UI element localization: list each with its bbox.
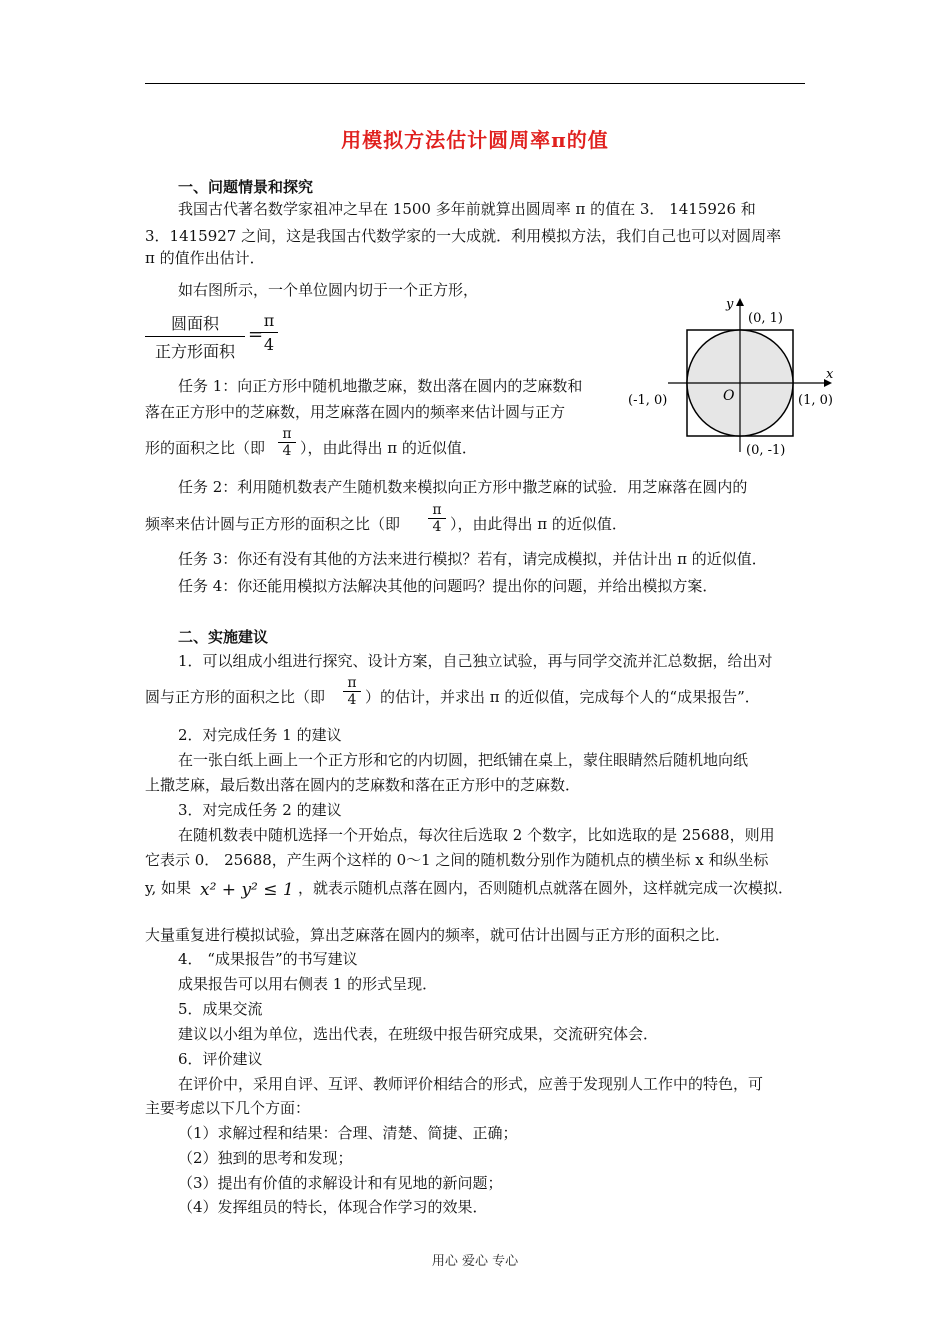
pi-over-four bbox=[278, 426, 296, 459]
paragraph-line: y, 如果 bbox=[145, 879, 192, 897]
list-item: （2）独到的思考和发现； bbox=[178, 1149, 353, 1167]
pi-over-four bbox=[428, 502, 446, 535]
pi-over-four bbox=[260, 311, 278, 354]
header-rule bbox=[145, 83, 805, 84]
paragraph-line: 大量重复进行模拟试验，算出芝麻落在圆内的频率，就可估计出圆与正方形的面积之比． bbox=[145, 926, 731, 944]
list-item: （4）发挥组员的特长，体现合作学习的效果． bbox=[178, 1198, 488, 1216]
paragraph-line: 建议以小组为单位，选出代表，在班级中报告研究成果，交流研究体会． bbox=[178, 1025, 659, 1043]
fraction-numerator: π bbox=[263, 311, 275, 330]
page-title: 用模拟方法估计圆周率π的值 bbox=[341, 128, 609, 152]
paragraph-line: 任务 4：你还能用模拟方法解决其他的问题吗？提出你的问题，并给出模拟方案． bbox=[178, 577, 718, 595]
section1-heading: 一、问题情景和探究 bbox=[178, 178, 314, 196]
paragraph-line: 成果报告可以用右侧表 1 的形式呈现． bbox=[178, 975, 438, 993]
inequality-formula: x² + y² ≤ 1 bbox=[200, 880, 294, 900]
equals-sign: = bbox=[248, 324, 264, 345]
section2-heading: 二、实施建议 bbox=[178, 628, 269, 646]
paragraph-line: 3．1415927 之间，这是我国古代数学家的一大成就．利用模拟方法，我们自己也可以对圆周率 bbox=[145, 227, 782, 245]
paragraph-line: 任务 2：利用随机数表产生随机数来模拟向正方形中撒芝麻的试验．用芝麻落在圆内的 bbox=[178, 478, 748, 496]
point-label-bottom: (0, -1) bbox=[746, 443, 786, 458]
fraction-denominator: 4 bbox=[343, 691, 361, 708]
paragraph-line: 它表示 0． 25688，产生两个这样的 0～1 之间的随机数分别作为随机点的横坐标 x 和纵坐标 bbox=[145, 851, 769, 869]
paragraph-line: ）的估计，并求出 π 的近似值，完成每个人的“成果报告”． bbox=[365, 688, 760, 706]
fraction-numerator: 圆面积 bbox=[170, 314, 219, 333]
subheading: 6．评价建议 bbox=[178, 1050, 263, 1068]
paragraph-line: 任务 1：向正方形中随机地撒芝麻，数出落在圆内的芝麻数和 bbox=[178, 377, 583, 395]
paragraph-line: 在随机数表中随机选择一个开始点，每次往后选取 2 个数字，比如选取的是 25688，则用 bbox=[178, 826, 775, 844]
paragraph-line: 主要考虑以下几个方面： bbox=[145, 1099, 311, 1117]
paragraph-line: 在一张白纸上画上一个正方形和它的内切圆，把纸铺在桌上，蒙住眼睛然后随机地向纸 bbox=[178, 751, 749, 769]
page-footer: 用心 爱心 专心 bbox=[431, 1254, 519, 1269]
fraction-denominator: 正方形面积 bbox=[145, 336, 245, 362]
y-axis-arrow-icon bbox=[736, 298, 744, 306]
fraction-numerator: π bbox=[432, 502, 442, 518]
paragraph-line: 1．可以组成小组进行探究、设计方案，自己独立试验，再与同学交流并汇总数据，给出对 bbox=[178, 652, 773, 670]
paragraph-line: 如右图所示，一个单位圆内切于一个正方形， bbox=[178, 281, 479, 299]
area-ratio-fraction bbox=[145, 311, 245, 362]
unit-circle-figure bbox=[628, 292, 840, 462]
list-item: （3）提出有价值的求解设计和有见地的新问题； bbox=[178, 1174, 503, 1192]
fraction-denominator: 4 bbox=[260, 332, 278, 354]
paragraph-line: 任务 3：你还有没有其他的方法来进行模拟？若有，请完成模拟，并估计出 π 的近似值． bbox=[178, 550, 767, 568]
fraction-numerator: π bbox=[347, 675, 357, 691]
origin-label: O bbox=[723, 388, 735, 404]
paragraph-line: 在评价中，采用自评、互评、教师评价相结合的形式，应善于发现别人工作中的特色，可 bbox=[178, 1075, 764, 1093]
fraction-numerator: π bbox=[282, 426, 292, 442]
paragraph-line: ），由此得出 π 的近似值． bbox=[450, 515, 627, 533]
paragraph-line: π 的值作出估计． bbox=[145, 249, 265, 267]
paragraph-line: 形的面积之比（即 bbox=[145, 439, 266, 457]
y-axis-label: y bbox=[726, 297, 734, 312]
fraction-denominator: 4 bbox=[428, 518, 446, 535]
pi-over-four bbox=[343, 675, 361, 708]
paragraph-line: 圆与正方形的面积之比（即 bbox=[145, 688, 326, 706]
paragraph-line: ），由此得出 π 的近似值． bbox=[300, 439, 477, 457]
paragraph-line: 频率来估计圆与正方形的面积之比（即 bbox=[145, 515, 401, 533]
point-label-right: (1, 0) bbox=[798, 393, 833, 408]
list-item: （1）求解过程和结果：合理、清楚、简捷、正确； bbox=[178, 1124, 518, 1142]
subheading: 5．成果交流 bbox=[178, 1000, 263, 1018]
subheading: 4． “成果报告”的书写建议 bbox=[178, 950, 358, 968]
paragraph-line: 我国古代著名数学家祖冲之早在 1500 多年前就算出圆周率 π 的值在 3． 1415926 和 bbox=[178, 200, 756, 218]
fraction-denominator: 4 bbox=[278, 442, 296, 459]
subheading: 2．对完成任务 1 的建议 bbox=[178, 726, 342, 744]
subheading: 3．对完成任务 2 的建议 bbox=[178, 801, 342, 819]
point-label-left: (-1, 0) bbox=[628, 393, 668, 408]
paragraph-line: 上撒芝麻，最后数出落在圆内的芝麻数和落在正方形中的芝麻数． bbox=[145, 776, 581, 794]
point-label-top: (0, 1) bbox=[748, 311, 783, 326]
paragraph-line: ，就表示随机点落在圆内，否则随机点就落在圆外，这样就完成一次模拟． bbox=[298, 879, 794, 897]
x-axis-label: x bbox=[826, 367, 834, 382]
paragraph-line: 落在正方形中的芝麻数，用芝麻落在圆内的频率来估计圆与正方 bbox=[145, 403, 566, 421]
